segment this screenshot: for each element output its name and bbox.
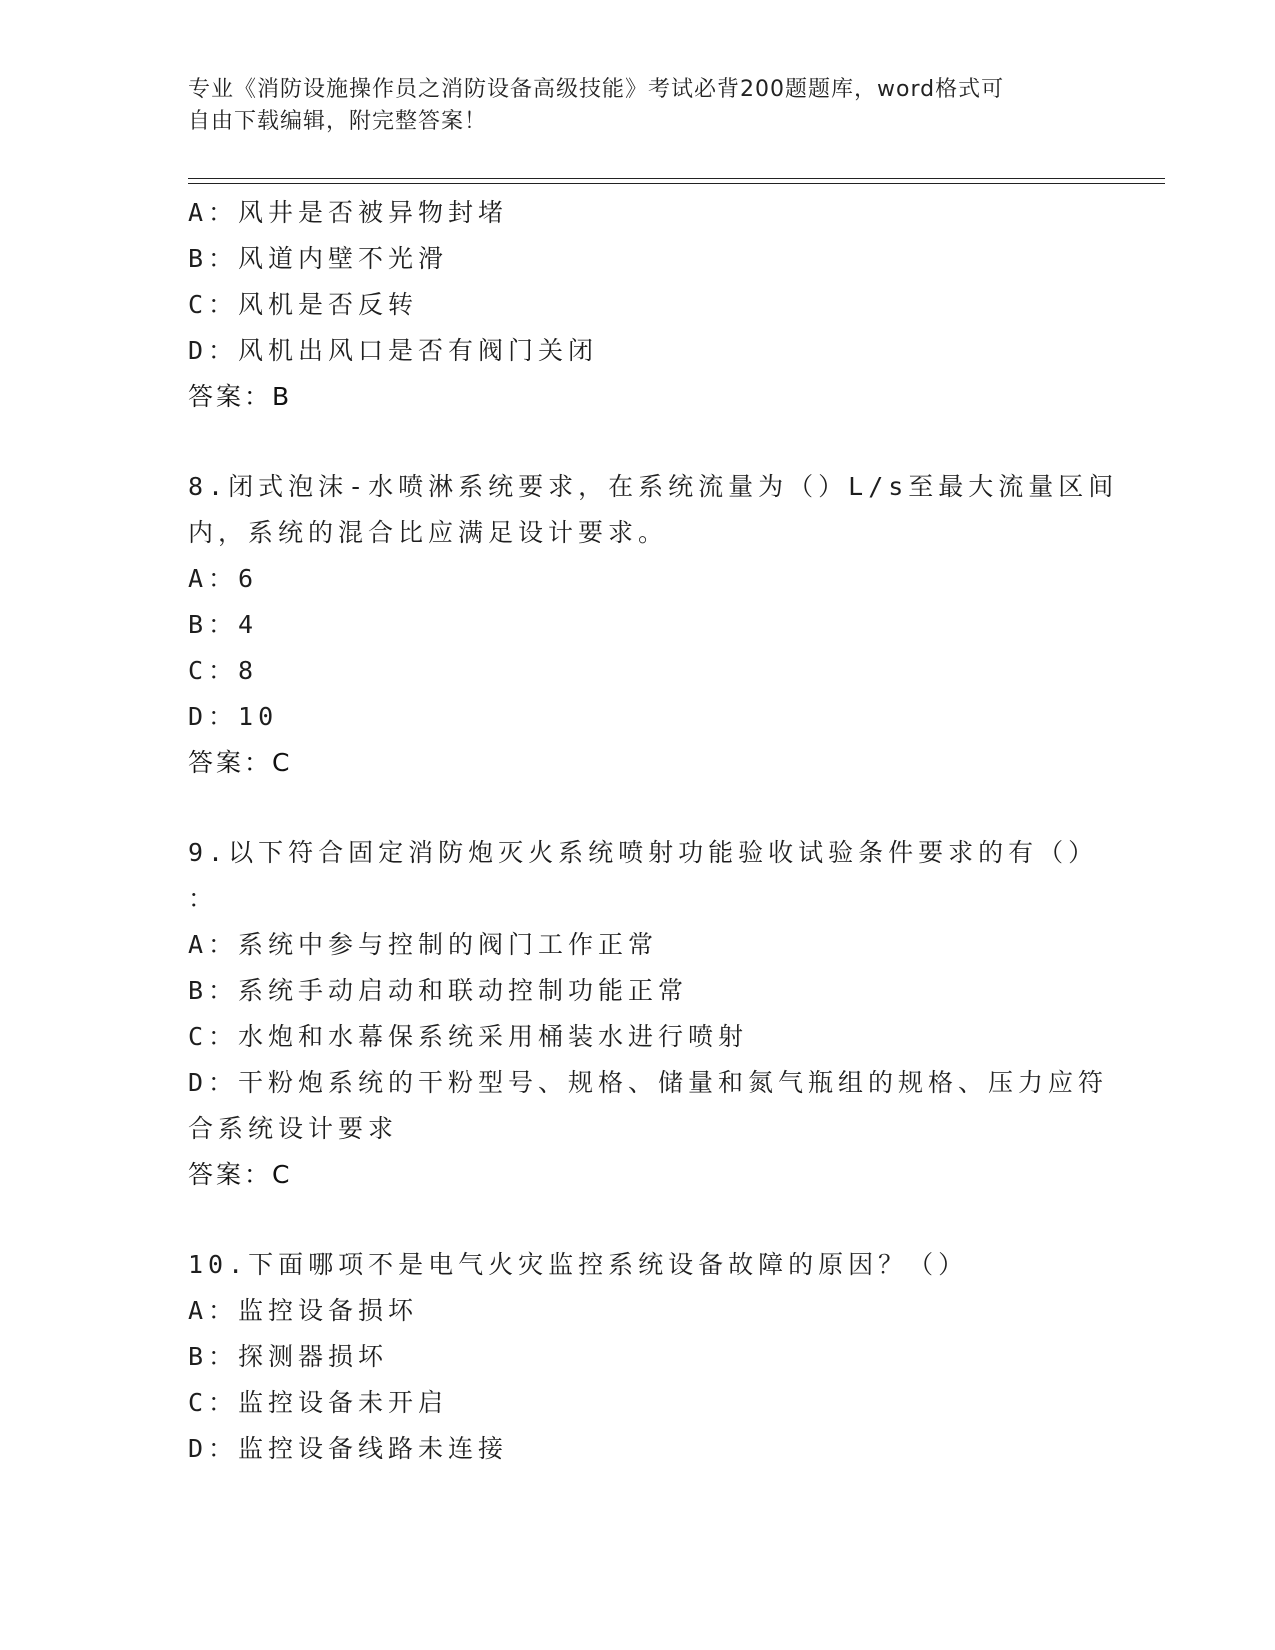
option-c: C：监控设备未开启 [188, 1388, 449, 1417]
option-d: D：监控设备线路未连接 [188, 1434, 509, 1463]
option-a: A：监控设备损坏 [188, 1296, 419, 1325]
option-b: B：探测器损坏 [188, 1342, 389, 1371]
option-c: C：8 [188, 656, 259, 685]
question-stem: 9.以下符合固定消防炮灭火系统喷射功能验收试验条件要求的有（） [188, 838, 1099, 867]
header-divider-bottom [188, 183, 1165, 184]
option-c: C：水炮和水幕保系统采用桶装水进行喷射 [188, 1022, 749, 1051]
answer-label: 答案：C [188, 1160, 293, 1189]
option-a: A：6 [188, 564, 259, 593]
document-header [188, 74, 1088, 138]
option-a: A：风井是否被异物封堵 [188, 198, 509, 227]
question-stem: 8.闭式泡沫-水喷淋系统要求，在系统流量为（）L/s至最大流量区间 [188, 472, 1119, 501]
option-d: D：10 [188, 702, 279, 731]
question-10 [188, 1242, 1088, 1472]
spacer [188, 786, 1088, 830]
option-d: D：干粉炮系统的干粉型号、规格、储量和氮气瓶组的规格、压力应符 [188, 1068, 1109, 1097]
spacer [188, 1198, 1088, 1242]
answer-label: 答案：C [188, 748, 293, 777]
answer-label: 答案：B [188, 382, 293, 411]
spacer [188, 420, 1088, 464]
header-line-2: 自由下载编辑，附完整答案！ [188, 109, 488, 134]
option-d: D：风机出风口是否有阀门关闭 [188, 336, 599, 365]
header-line-1: 专业《消防设施操作员之消防设备高级技能》考试必背200题题库，word格式可 [188, 77, 1005, 102]
option-d-cont: 合系统设计要求 [188, 1114, 399, 1143]
option-b: B：系统手动启动和联动控制功能正常 [188, 976, 689, 1005]
header-divider-top [188, 178, 1165, 179]
question-list [188, 190, 1119, 1472]
option-c: C：风机是否反转 [188, 290, 419, 319]
question-7 [188, 190, 1088, 420]
option-b: B：4 [188, 610, 259, 639]
question-8 [188, 464, 1119, 786]
question-stem-cont: ： [188, 884, 219, 913]
question-stem: 10.下面哪项不是电气火灾监控系统设备故障的原因？（） [188, 1250, 969, 1279]
question-stem-cont: 内，系统的混合比应满足设计要求。 [188, 518, 669, 547]
option-a: A：系统中参与控制的阀门工作正常 [188, 930, 659, 959]
option-b: B：风道内壁不光滑 [188, 244, 449, 273]
question-9 [188, 830, 1109, 1198]
